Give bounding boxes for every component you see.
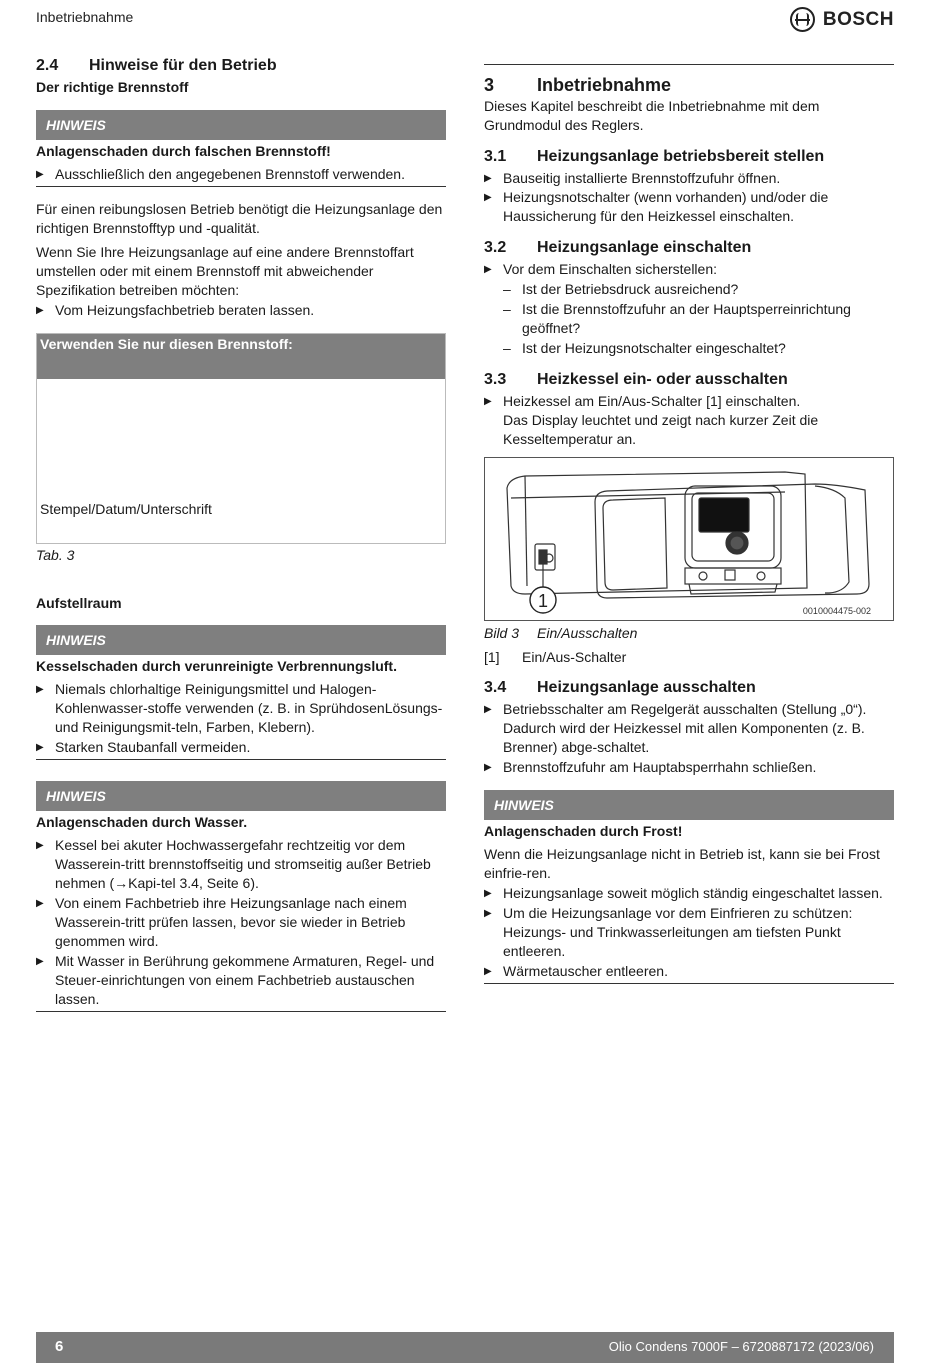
notice-combustion-air — [36, 625, 446, 760]
section-number: 3.1 — [484, 148, 507, 165]
section-3-4-heading — [484, 678, 894, 698]
notice-list — [484, 884, 894, 984]
section-title: Heizkessel ein- oder ausschalten — [537, 371, 788, 388]
bosch-wordmark: BOSCH — [822, 8, 894, 30]
document-info: Olio Condens 7000F – 6720887172 (2023/06) — [608, 1339, 874, 1354]
list-item: ▶ Brennstoffzufuhr am Hauptabsperrhahn schließen. — [484, 758, 894, 777]
room-subheading: Aufstellraum — [36, 595, 122, 611]
paragraph: Für einen reibungslosen Betrieb benötigt die Heizungsanlage den richtigen Brennstofftyp und -qualität. — [36, 201, 443, 236]
list-item: ▶ Mit Wasser in Berührung gekommene Armaturen, Regel- und Steuer-einrichtungen von einem Fachbetrieb austauschen lassen. — [36, 952, 446, 1009]
figure-caption — [484, 625, 894, 641]
figure-caption-text: Ein/Ausschalten — [537, 625, 638, 641]
stamp-table-header: Verwenden Sie nur diesen Brennstoff: — [37, 334, 445, 379]
step-result-text: Das Display leuchtet und zeigt nach kurzer Zeit die Kesseltemperatur an. — [503, 412, 819, 447]
section-number: 2.4 — [36, 57, 59, 74]
list-item: ▶ Heizungsnotschalter (wenn vorhanden) und/oder die Haussicherung für den Heizkessel einschalten. — [484, 188, 894, 226]
stamp-table-footer: Stempel/Datum/Unterschrift — [40, 501, 212, 517]
steps-list — [484, 700, 894, 777]
fuel-stamp-table — [36, 333, 446, 544]
section-number: 3.3 — [484, 371, 507, 388]
notice-list — [36, 680, 446, 760]
advice-list — [36, 301, 446, 320]
left-column — [36, 56, 446, 1012]
legend-number: [1] — [484, 649, 500, 665]
list-item: ▶ Von einem Fachbetrieb ihre Heizungsanlage nach einem Wasserein-tritt prüfen lassen, bevor sie wieder in Betrieb genommen wird. — [36, 894, 446, 951]
section-3-2-heading — [484, 238, 894, 258]
notice-list — [36, 165, 446, 187]
bosch-logo — [790, 7, 894, 32]
fuel-subheading: Der richtige Brennstoff — [36, 79, 189, 95]
running-header: Inbetriebnahme — [36, 9, 134, 25]
list-item: ▶ Betriebsschalter am Regelgerät ausschalten (Stellung „0“). Dadurch wird der Heizkessel mit allen Komponenten (z. B. Brenner) abge-schaltet. — [484, 700, 894, 757]
list-item — [484, 392, 894, 449]
boiler-figure — [484, 457, 894, 621]
chapter-intro: Dieses Kapitel beschreibt die Inbetriebnahme mit dem Grundmodul des Reglers. — [484, 98, 820, 133]
section-title: Heizungsanlage betriebsbereit stellen — [537, 148, 825, 165]
notice-intro: Wenn die Heizungsanlage nicht in Betrieb ist, kann sie bei Frost einfrie-ren. — [484, 846, 880, 881]
list-item: ▶ Wärmetauscher entleeren. — [484, 962, 894, 981]
right-column — [484, 64, 894, 984]
notice-label: HINWEIS — [36, 110, 446, 140]
notice-label: HINWEIS — [36, 781, 446, 811]
list-item: ▶ Um die Heizungsanlage vor dem Einfrieren zu schützen: Heizungs- und Trinkwasserleitungen am tiefsten Punkt entleeren. — [484, 904, 894, 961]
figure-code: 0010004475-002 — [802, 606, 871, 616]
section-title: Heizungsanlage ausschalten — [537, 679, 756, 696]
chapter-number: 3 — [484, 75, 495, 95]
notice-headline: Anlagenschaden durch Wasser. — [36, 814, 248, 830]
figure-number: Bild 3 — [484, 625, 520, 641]
section-title: Heizungsanlage einschalten — [537, 239, 752, 256]
chapter-3-heading — [484, 64, 894, 96]
section-3-1-heading — [484, 147, 894, 167]
notice-list — [36, 836, 446, 1012]
section-number: 3.4 — [484, 679, 507, 696]
notice-label: HINWEIS — [484, 790, 894, 820]
list-item: ▶ Ausschließlich den angegebenen Brennstoff verwenden. — [36, 165, 446, 184]
list-item: ▶ Niemals chlorhaltige Reinigungsmittel und Halogen-Kohlenwasser-stoffe verwenden (z. B. in SprühdosenLösungs- und Reinigungsmit-teln, Farben, Klebern). — [36, 680, 446, 737]
boiler-illustration — [485, 458, 893, 620]
steps-list — [484, 260, 894, 279]
section-3-3-heading — [484, 370, 894, 390]
notice-water — [36, 781, 446, 1012]
list-item: ▶ Kessel bei akuter Hochwassergefahr rechtzeitig vor dem Wasserein-tritt brennstoffseitig und stromseitig außer Betrieb nehmen (→Kapi-tel 3.4, Seite 6). — [36, 836, 446, 893]
notice-headline: Kesselschaden durch verunreinigte Verbrennungsluft. — [36, 658, 397, 674]
table-caption: Tab. 3 — [36, 547, 75, 563]
steps-list — [484, 392, 894, 449]
figure-legend — [484, 649, 894, 665]
notice-frost — [484, 790, 894, 984]
chapter-title: Inbetriebnahme — [537, 75, 672, 95]
notice-label: HINWEIS — [36, 625, 446, 655]
bosch-armature-icon — [790, 7, 815, 32]
list-item: ▶ Vom Heizungsfachbetrieb beraten lassen. — [36, 301, 446, 320]
section-number: 3.2 — [484, 239, 507, 256]
check-item: – Ist die Brennstoffzufuhr an der Hauptsperreinrichtung geöffnet? — [484, 300, 894, 338]
figure-callout: 1 — [537, 591, 549, 611]
check-item: – Ist der Betriebsdruck ausreichend? — [484, 280, 894, 299]
legend-text: Ein/Aus-Schalter — [522, 649, 627, 665]
checklist — [484, 280, 894, 358]
paragraph: Wenn Sie Ihre Heizungsanlage auf eine andere Brennstoffart umstellen oder mit einem Brennstoff mit abweichender Spezifikation betreiben möchten: — [36, 244, 414, 298]
check-item: – Ist der Heizungsnotschalter eingeschaltet? — [484, 339, 894, 358]
notice-wrong-fuel — [36, 110, 446, 187]
list-item: ▶ Heizungsanlage soweit möglich ständig eingeschaltet lassen. — [484, 884, 894, 903]
list-item: ▶ Starken Staubanfall vermeiden. — [36, 738, 446, 757]
page-number: 6 — [55, 1338, 64, 1355]
list-item: ▶ Vor dem Einschalten sicherstellen: — [484, 260, 894, 279]
steps-list — [484, 169, 894, 226]
section-title: Hinweise für den Betrieb — [89, 57, 277, 74]
notice-headline: Anlagenschaden durch falschen Brennstoff! — [36, 143, 331, 159]
notice-headline: Anlagenschaden durch Frost! — [484, 823, 683, 839]
step-text: Heizkessel am Ein/Aus-Schalter [1] einschalten. — [503, 393, 801, 409]
list-item: ▶ Bauseitig installierte Brennstoffzufuhr öffnen. — [484, 169, 894, 188]
section-2-4-heading — [36, 56, 446, 76]
page-footer — [36, 1332, 894, 1363]
